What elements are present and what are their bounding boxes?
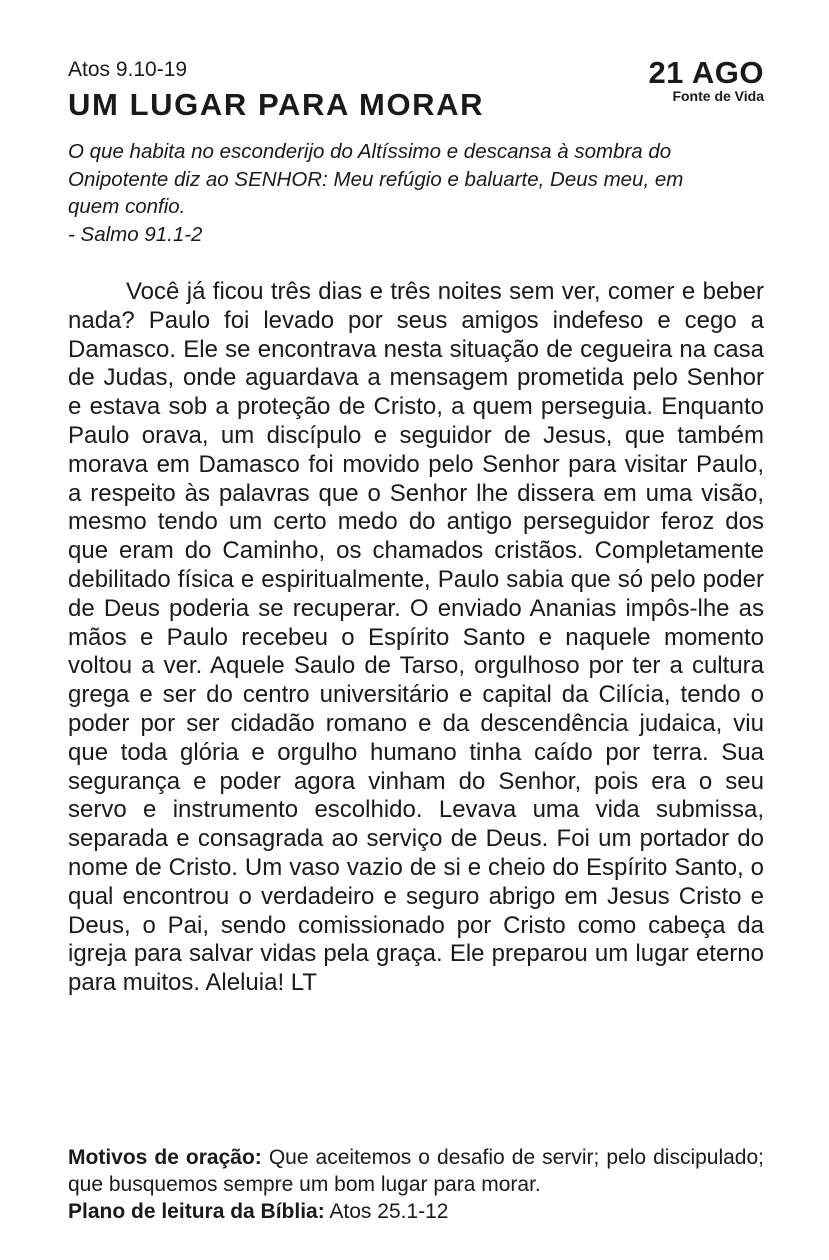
devotional-page	[68, 56, 764, 998]
source-label: Fonte de Vida	[672, 88, 764, 104]
page-header	[68, 56, 764, 126]
epigraph-citation: - Salmo 91.1-2	[68, 222, 203, 246]
body-paragraph: Você já ficou três dias e três noites sem ver, comer e beber nada? Paulo foi levado por seus amigos indefeso e cego a Damasco. Ele se encontrava nesta situação de cegueira na casa de Judas, onde aguardava a mensagem prometida pelo Senhor e estava sob a proteção de Cristo, a quem perseguia. Enquanto Paulo orava, um discípulo e seguidor de Jesus, que também morava em Damasco foi movido pelo Senhor para visitar Paulo, a respeito às palavras que o Senhor lhe dissera em uma visão, mesmo tendo um certo medo do antigo perseguidor feroz dos que eram do Caminho, os chamados cristãos. Completamente debilitado física e espiritualmente, Paulo sabia que só pelo poder de Deus poderia se recuperar. O enviado Ananias impôs-lhe as mãos e Paulo recebeu o Espírito Santo e naquele momento voltou a ver. Aquele Saulo de Tarso, orgulhoso por ter a cultura grega e ser do centro universitário e capital da Cilícia, tendo o poder por ser cidadão romano e da descendência judaica, viu que toda glória e orgulho humano tinha caído por terra. Sua segurança e poder agora vinham do Senhor, pois era o seu servo e instrumento escolhido. Levava uma vida submissa, separada e consagrada ao serviço de Deus. Foi um portador do nome de Cristo. Um vaso vazio de si e cheio do Espírito Santo, o qual encontrou o verdadeiro e seguro abrigo em Jesus Cristo e Deus, o Pai, sendo comissionado por Cristo como cabeça da igreja para salvar vidas pela graça. Ele preparou um lugar eterno para muitos. Aleluia!	[68, 278, 764, 997]
date-label: 21 AGO	[648, 55, 764, 90]
reading-plan-text: Atos 25.1-12	[329, 1200, 449, 1223]
author-initials: LT	[290, 969, 318, 997]
reading-plan-section	[68, 1198, 764, 1225]
prayer-section	[68, 1144, 764, 1198]
reading-plan-label: Plano de leitura da Bíblia:	[68, 1200, 325, 1223]
scripture-reference: Atos 9.10-19	[68, 58, 188, 81]
page-title: UM LUGAR PARA MORAR	[68, 87, 485, 122]
prayer-text: Que aceitemos o desafio de servir; pelo discipulado; que busquemos sempre um bom lugar para morar.	[68, 1146, 765, 1196]
page-footer	[68, 1144, 764, 1225]
epigraph-text: O que habita no esconderijo do Altíssimo e descansa à sombra do Onipotente diz ao SENHOR: Meu refúgio e baluarte, Deus meu, em quem confio.	[68, 140, 684, 218]
prayer-label: Motivos de oração:	[68, 1146, 262, 1169]
epigraph	[68, 138, 708, 248]
date-block	[648, 56, 764, 103]
devotional-body	[68, 278, 764, 998]
